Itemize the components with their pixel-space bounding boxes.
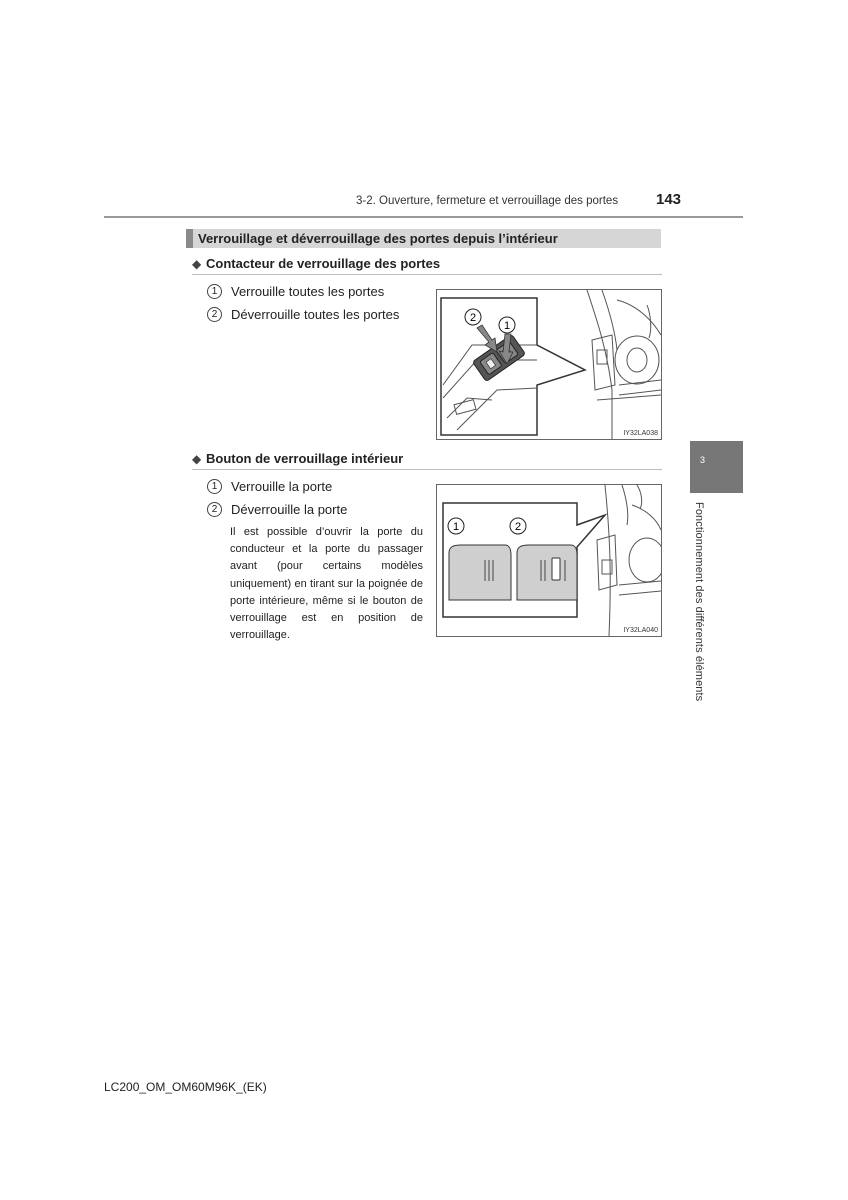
figure-code: IY32LA038 [623, 430, 658, 437]
circled-number-icon: 2 [207, 307, 222, 322]
callout-2: 2 [514, 521, 522, 533]
list-item-text: Déverrouille toutes les portes [231, 307, 400, 322]
list-item-text: Verrouille la porte [231, 479, 333, 494]
figure-inside-lock-button [436, 484, 662, 637]
diamond-bullet-icon: ◆ [192, 452, 202, 466]
list-item [207, 307, 399, 322]
inside-lock-button-illustration [437, 485, 661, 636]
header-divider [104, 216, 743, 218]
section-title: Verrouillage et déverrouillage des portes depuis l’intérieur [186, 229, 661, 248]
note-paragraph: Il est possible d’ouvrir la porte du conducteur et la porte du passager avant (pour certains modèles uniquement) en tirant sur la poignée de porte intérieure, même si le bouton de verrouillage est en position de verrouillage. [230, 526, 423, 642]
footer-code: LC200_OM_OM60M96K_(EK) [104, 1080, 267, 1094]
subsection-title-inside-lock-button [192, 451, 662, 470]
chapter-label: Fonctionnement des différents éléments [693, 502, 705, 702]
subsection-title-text: Bouton de verrouillage intérieur [206, 451, 404, 466]
list-item-text: Verrouille toutes les portes [231, 284, 385, 299]
list-item [207, 479, 332, 494]
circled-number-icon: 2 [207, 502, 222, 517]
callout-2: 2 [469, 312, 477, 324]
chapter-number: 3 [700, 455, 706, 465]
callout-1: 1 [503, 320, 511, 332]
list-item [207, 284, 384, 299]
figure-code: IY32LA040 [623, 627, 658, 634]
figure-door-lock-switch [436, 289, 662, 440]
subsection-title-door-lock-switch [192, 256, 662, 275]
callout-1: 1 [452, 521, 460, 533]
circled-number-icon: 1 [207, 284, 222, 299]
chapter-tab [690, 441, 743, 493]
subsection-title-text: Contacteur de verrouillage des portes [206, 256, 441, 271]
running-header: 3-2. Ouverture, fermeture et verrouillage des portes [356, 195, 619, 207]
diamond-bullet-icon: ◆ [192, 257, 202, 271]
door-lock-switch-illustration [437, 290, 661, 439]
page-number: 143 [656, 191, 682, 208]
list-item [207, 502, 347, 517]
circled-number-icon: 1 [207, 479, 222, 494]
list-item-text: Déverrouille la porte [231, 502, 348, 517]
